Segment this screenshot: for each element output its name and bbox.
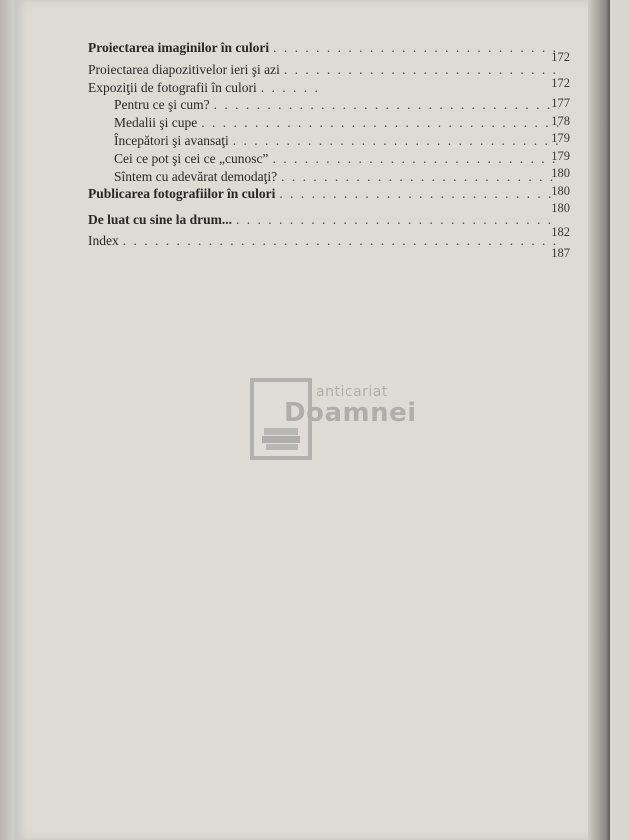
dot-leader xyxy=(281,169,559,185)
toc-entry xyxy=(114,115,562,131)
dot-leader xyxy=(272,151,559,167)
page-number: 182 xyxy=(551,225,570,239)
toc-entry-label: Proiectarea diapozitivelor ieri şi azi xyxy=(88,62,280,77)
dot-leader xyxy=(284,62,559,78)
toc-entry-label: Expoziţii de fotografii în culori xyxy=(88,80,257,95)
toc-entry-label: Sîntem cu adevărat demodaţi? xyxy=(114,169,278,184)
page-number: 172 xyxy=(551,76,570,90)
dot-leader xyxy=(273,40,559,56)
page-number: 179 xyxy=(551,131,570,145)
toc-entry xyxy=(114,97,562,113)
toc-entry xyxy=(114,151,562,167)
dot-leader xyxy=(233,133,559,149)
dot-leader xyxy=(236,212,559,228)
toc-entry-label: De luat cu sine la drum... xyxy=(88,212,233,227)
toc-entry-label: Medalii şi cupe xyxy=(114,115,198,130)
toc-entry xyxy=(88,80,324,96)
page-number: 180 xyxy=(551,166,570,180)
toc-entry-label: Cei ce pot şi cei ce „cunosc” xyxy=(114,151,269,166)
toc-entry xyxy=(114,169,562,185)
toc-entry xyxy=(88,186,562,202)
page-number: 180 xyxy=(551,201,570,215)
toc-entry-label: Index xyxy=(88,233,119,248)
dot-leader xyxy=(279,186,559,202)
toc-entry xyxy=(88,233,562,249)
toc-entry-label: Publicarea fotografiilor în culori xyxy=(88,186,276,201)
dot-leader xyxy=(123,233,559,249)
page-number: 187 xyxy=(551,246,570,260)
watermark-logo xyxy=(250,378,420,462)
book-page xyxy=(14,0,610,840)
page-number: 179 xyxy=(551,149,570,163)
dot-leader xyxy=(201,115,559,131)
watermark-big-text: Doamnei xyxy=(284,398,417,428)
dot-leader xyxy=(261,80,321,96)
toc-entry xyxy=(114,133,562,149)
page-number: 180 xyxy=(551,184,570,198)
toc-entry xyxy=(88,40,562,56)
page-number: 177 xyxy=(551,96,570,110)
watermark-small-text: anticariat xyxy=(316,384,388,400)
toc-entry-label: Proiectarea imaginilor în culori xyxy=(88,40,270,55)
toc-entry-label: Pentru ce şi cum? xyxy=(114,97,210,112)
page-number: 178 xyxy=(551,114,570,128)
dot-leader xyxy=(214,97,559,113)
page-number: 172 xyxy=(551,50,570,64)
toc-entry-label: Începători şi avansaţi xyxy=(114,133,229,148)
page-edge xyxy=(588,0,610,840)
toc-entry xyxy=(88,212,562,228)
toc-entry xyxy=(88,62,562,78)
